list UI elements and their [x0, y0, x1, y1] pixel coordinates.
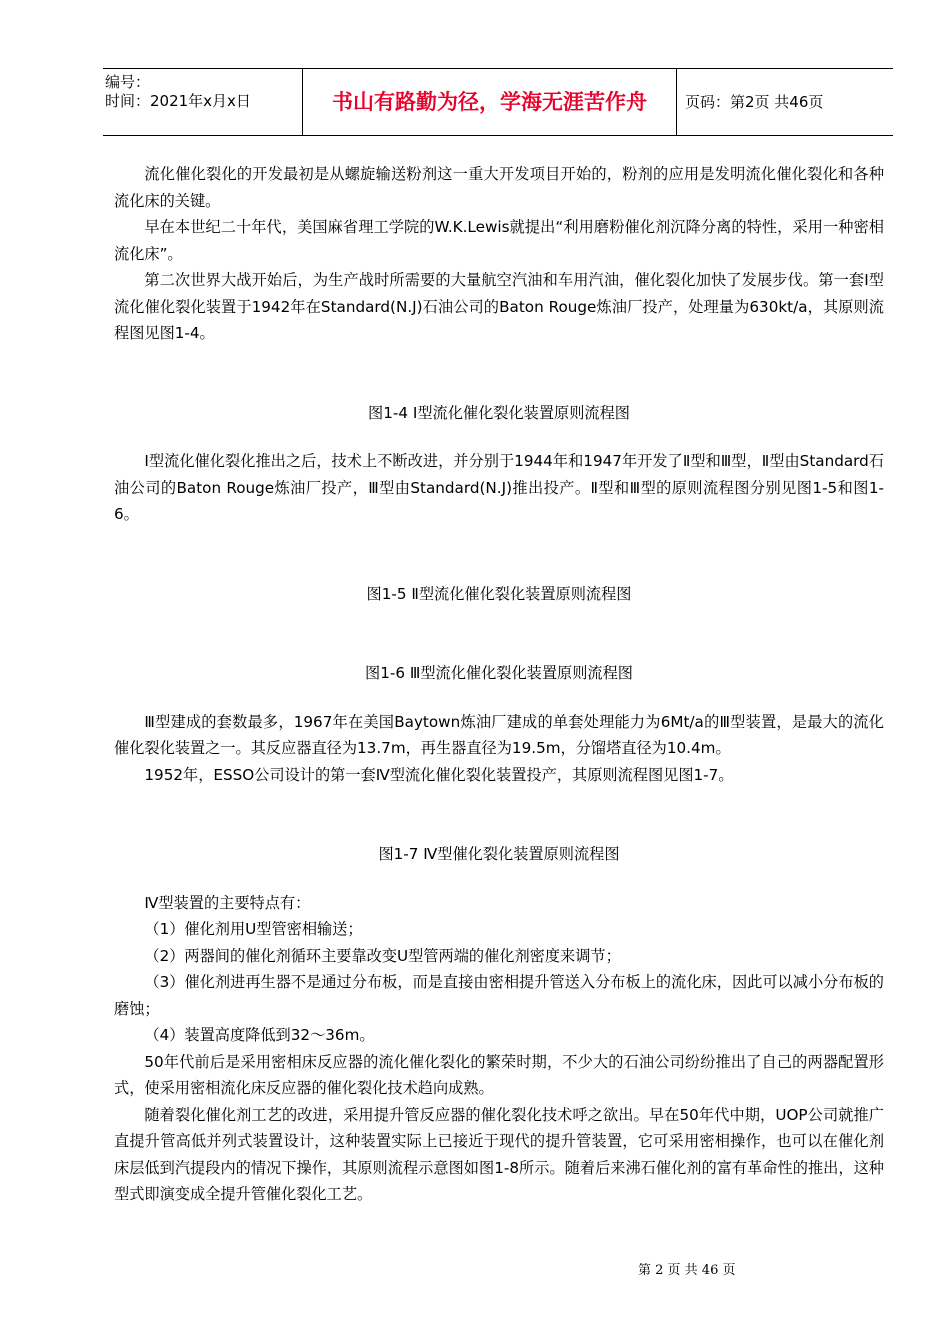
figure-caption: 图1-7 Ⅳ型催化裂化装置原则流程图: [378, 845, 620, 863]
list-item: （1）催化剂用U型管密相输送；: [144, 920, 363, 938]
paragraph: Ⅰ型流化催化裂化推出之后，技术上不断改进，并分别于1944年和1947年开发了Ⅱ型和Ⅲ型，Ⅱ型由Standard石油公司的Baton Rouge炼油厂投产，Ⅲ型由Standard(N.J)推出投产。Ⅱ型和Ⅲ型的原则流程图分别见图1-5和图1-6。: [114, 452, 884, 523]
document-body: [114, 161, 884, 1208]
paragraph: 1952年，ESSO公司设计的第一套Ⅳ型流化催化裂化装置投产，其原则流程图见图1-7。: [144, 765, 734, 784]
paragraph: 早在本世纪二十年代，美国麻省理工学院的W.K.Lewis就提出“利用磨粉催化剂沉降分离的特性，采用一种密相流化床”。: [114, 218, 884, 263]
time-label: 时间：2021年x月x日: [105, 92, 251, 110]
list-item: （4）装置高度降低到32～36m。: [144, 1026, 375, 1044]
figure-caption: 图1-6 Ⅲ型流化催化裂化装置原则流程图: [365, 664, 633, 682]
paragraph: 第二次世界大战开始后，为生产战时所需要的大量航空汽油和车用汽油，催化裂化加快了发展步伐。第一套Ⅰ型流化催化裂化装置于1942年在Standard(N.J)石油公司的Baton Rouge炼油厂投产，处理量为630kt/a，其原则流程图见图1-4。: [114, 271, 884, 342]
list-item: （2）两器间的催化剂循环主要靠改变U型管两端的催化剂密度来调节；: [144, 946, 621, 965]
paragraph: 50年代前后是采用密相床反应器的流化催化裂化的繁荣时期，不少大的石油公司纷纷推出了自己的两器配置形式，使采用密相流化床反应器的催化裂化技术趋向成熟。: [114, 1052, 884, 1097]
page-header: [103, 68, 893, 136]
header-left-cell: [103, 69, 303, 135]
header-page-info: 页码：第2页 共46页: [685, 93, 824, 111]
list-item: （3）催化剂进再生器不是通过分布板，而是直接由密相提升管送入分布板上的流化床，因此可以减小分布板的磨蚀；: [114, 973, 884, 1018]
number-label: 编号：: [105, 73, 151, 91]
page-footer: 第 2 页 共 46 页: [638, 1263, 736, 1278]
figure-caption: 图1-5 Ⅱ型流化催化裂化装置原则流程图: [366, 584, 632, 603]
header-motto: 书山有路勤为径，学海无涯苦作舟: [303, 69, 677, 135]
paragraph: Ⅳ型装置的主要特点有：: [144, 893, 311, 912]
paragraph: Ⅲ型建成的套数最多，1967年在美国Baytown炼油厂建成的单套处理能力为6Mt/a的Ⅲ型装置，是最大的流化催化裂化装置之一。其反应器直径为13.7m，再生器直径为19.5m，分馏塔直径为10.4m。: [114, 712, 884, 757]
figure-caption: 图1-4 Ⅰ型流化催化裂化装置原则流程图: [368, 403, 630, 422]
paragraph: 流化催化裂化的开发最初是从螺旋输送粉剂这一重大开发项目开始的，粉剂的应用是发明流化催化裂化和各种流化床的关键。: [114, 165, 884, 210]
paragraph: 随着裂化催化剂工艺的改进，采用提升管反应器的催化裂化技术呼之欲出。早在50年代中期，UOP公司就推广直提升管高低并列式装置设计，这种装置实际上已接近于现代的提升管装置，它可采用密相操作，也可以在催化剂床层低到汽提段内的情况下操作，其原则流程示意图如图1-8所示。随着后来沸石催化剂的富有革命性的推出，这种型式即演变成全提升管催化裂化工艺。: [114, 1105, 884, 1203]
